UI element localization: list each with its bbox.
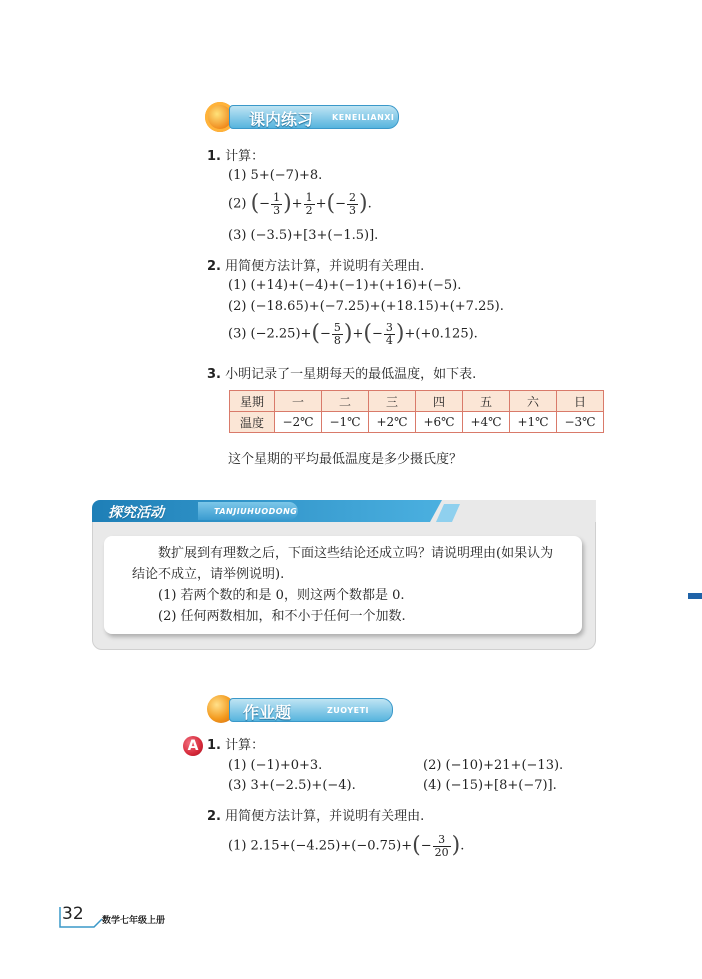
table-cell: +1℃ xyxy=(510,412,557,433)
table-cell: −3℃ xyxy=(557,412,604,433)
section-header-practice xyxy=(205,100,405,134)
fraction xyxy=(433,834,451,859)
hw-q2-item-1 xyxy=(228,832,464,861)
table-cell: 五 xyxy=(463,391,510,412)
page-edge-tab xyxy=(688,593,702,599)
hw-question-1 xyxy=(207,737,264,755)
question-text: 计算： xyxy=(225,738,265,753)
left-paren: ( xyxy=(412,833,421,858)
fraction xyxy=(304,192,315,217)
hw-q1-item-2: (2) (−10)+21+(−13). xyxy=(423,758,564,773)
numerator: 3 xyxy=(433,834,451,847)
denominator: 20 xyxy=(434,845,449,859)
hw-q1-item-1: (1) (−1)+0+3. xyxy=(228,758,323,773)
item-label: (3) (−2.25)+ xyxy=(228,326,312,342)
table-row xyxy=(230,391,604,412)
question-2 xyxy=(207,258,424,276)
table-cell: +2℃ xyxy=(369,412,416,433)
left-paren: ( xyxy=(311,321,321,346)
tail-text: +(+0.125). xyxy=(404,326,478,342)
denominator: 2 xyxy=(305,203,313,217)
numerator: 5 xyxy=(333,320,341,334)
minus-sign: − xyxy=(259,196,271,212)
book-title: 数学七年级上册 xyxy=(102,916,166,926)
question-number: 1. xyxy=(207,738,221,753)
question-text: 用简便方法计算，并说明有关理由. xyxy=(225,259,425,274)
left-paren: ( xyxy=(363,321,373,346)
right-paren: ) xyxy=(283,191,292,216)
right-paren: ) xyxy=(343,321,353,346)
q2-item-1: (1) (+14)+(−4)+(−1)+(+16)+(−5). xyxy=(228,278,462,293)
numerator: 2 xyxy=(348,190,356,204)
explore-title: 探究活动 xyxy=(108,505,164,521)
denominator: 3 xyxy=(273,203,281,217)
table-cell: 日 xyxy=(557,391,604,412)
table-cell: −2℃ xyxy=(275,412,322,433)
table-cell: 一 xyxy=(275,391,322,412)
question-text: 计算： xyxy=(225,149,265,164)
table-cell: 二 xyxy=(322,391,369,412)
explore-paragraph-1: 数扩展到有理数之后，下面这些结论还成立吗？请说明理由(如果认为 xyxy=(158,546,554,561)
explore-corner-decoration xyxy=(430,500,596,522)
table-row xyxy=(230,412,604,433)
item-label: (1) 2.15+(−4.25)+(−0.75)+ xyxy=(228,838,413,854)
period: . xyxy=(367,196,372,212)
q1-item-1: (1) 5+(−7)+8. xyxy=(228,168,323,183)
plus-sign: + xyxy=(352,326,364,342)
left-paren: ( xyxy=(250,191,260,216)
right-paren: ) xyxy=(395,321,405,346)
minus-sign: − xyxy=(320,326,331,342)
right-paren: ) xyxy=(358,191,368,216)
question-3 xyxy=(207,366,476,384)
table-cell: 六 xyxy=(510,391,557,412)
table-cell: −1℃ xyxy=(322,412,369,433)
question-text: 用简便方法计算，并说明有关理由. xyxy=(225,809,425,824)
footer-underline-decoration xyxy=(58,905,104,929)
item-label: (2) xyxy=(228,196,247,212)
question-number: 2. xyxy=(207,259,221,274)
question-1 xyxy=(207,148,264,166)
minus-sign: − xyxy=(335,196,346,212)
hw-q1-item-3: (3) 3+(−2.5)+(−4). xyxy=(228,778,356,793)
question-number: 2. xyxy=(207,809,221,824)
table-cell: 四 xyxy=(416,391,463,412)
left-paren: ( xyxy=(326,191,336,216)
q1-item-2 xyxy=(228,190,372,219)
q2-item-3 xyxy=(228,320,478,349)
section-subtitle: ZUOYETI xyxy=(327,706,370,715)
question-text: 小明记录了一星期每天的最低温度，如下表. xyxy=(225,367,477,382)
minus-sign: − xyxy=(372,326,383,342)
fraction xyxy=(271,192,282,217)
level-a-badge: A xyxy=(183,736,203,756)
numerator: 3 xyxy=(385,320,393,334)
table-cell: +6℃ xyxy=(416,412,463,433)
table-cell: 星期 xyxy=(230,391,275,412)
table-cell: 三 xyxy=(369,391,416,412)
section-title: 作业题 xyxy=(243,703,292,722)
explore-item-1: (1) 若两个数的和是 0，则这两个数都是 0. xyxy=(158,588,405,603)
plus-sign: + xyxy=(291,196,303,212)
section-header-homework xyxy=(205,692,405,726)
fraction xyxy=(384,322,395,347)
page-number: 32 xyxy=(62,904,84,924)
table-cell: +4℃ xyxy=(463,412,510,433)
minus-sign: − xyxy=(420,838,432,854)
denominator: 4 xyxy=(385,333,393,347)
explore-subtitle: TANJIUHUODONG xyxy=(214,507,298,516)
hw-question-2 xyxy=(207,808,424,826)
right-paren: ) xyxy=(451,833,461,858)
question-number: 3. xyxy=(207,367,221,382)
numerator: 1 xyxy=(273,190,281,204)
table-cell: 温度 xyxy=(230,412,275,433)
section-subtitle: KENEILIANXI xyxy=(332,113,395,122)
q1-item-3: (3) (−3.5)+[3+(−1.5)]. xyxy=(228,228,379,243)
denominator: 3 xyxy=(348,203,356,217)
explore-paragraph-2: 结论不成立，请举例说明). xyxy=(132,567,285,582)
q2-item-2: (2) (−18.65)+(−7.25)+(+18.15)+(+7.25). xyxy=(228,299,504,314)
numerator: 1 xyxy=(305,190,313,204)
hw-q1-item-4: (4) (−15)+[8+(−7)]. xyxy=(423,778,557,793)
denominator: 8 xyxy=(333,333,341,347)
section-title: 课内练习 xyxy=(249,110,314,129)
fraction xyxy=(347,192,358,217)
plus-sign: + xyxy=(315,196,327,212)
explore-item-2: (2) 任何两数相加，和不小于任何一个加数. xyxy=(158,609,406,624)
period: . xyxy=(460,838,465,854)
temperature-table xyxy=(229,390,604,433)
q3-question: 这个星期的平均最低温度是多少摄氏度？ xyxy=(228,452,463,467)
question-number: 1. xyxy=(207,149,221,164)
fraction xyxy=(332,322,343,347)
